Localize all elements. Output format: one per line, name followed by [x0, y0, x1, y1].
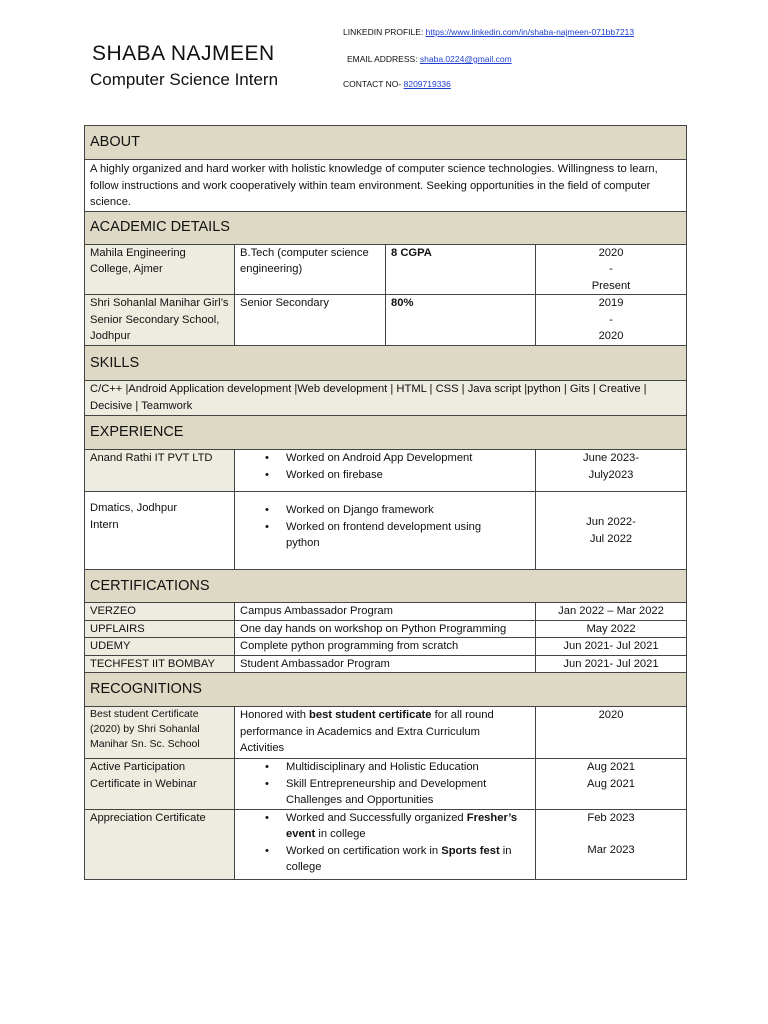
list-item — [240, 810, 530, 843]
experience-dates — [536, 450, 687, 492]
skills-text: C/C++ |Android Application development |Web development | HTML | CSS | Java script |python | Gits | Creative | Decisive | Teamwork — [85, 381, 687, 416]
date-end: Mar 2023 — [587, 844, 635, 856]
table-row — [85, 450, 687, 492]
academic-dates — [536, 295, 687, 346]
cert-date: Jun 2021- Jul 2021 — [536, 638, 687, 656]
recognition-dates — [536, 759, 687, 810]
table-row — [85, 707, 687, 759]
academic-score: 80% — [386, 295, 536, 346]
cert-name: Campus Ambassador Program — [235, 603, 536, 621]
item-text: in college — [315, 828, 366, 840]
academic-start: 2020 — [598, 246, 624, 259]
date-start: Feb 2023 — [587, 811, 635, 824]
company-role: Intern — [90, 518, 119, 531]
date-start: June 2023- — [583, 452, 639, 464]
table-row — [85, 638, 687, 656]
item-text: in college — [286, 844, 512, 873]
cert-date: Jan 2022 – Mar 2022 — [536, 603, 687, 621]
list-item: • Worked on firebase — [240, 467, 530, 484]
list-item: • Multidisciplinary and Holistic Education — [240, 759, 530, 776]
desc-text: for all round performance in Academics and Extra Curriculum Activities — [240, 709, 494, 754]
recognition-date: 2020 — [536, 707, 687, 759]
academic-school: Shri Sohanlal Manihar Girl’s Senior Secondary School, Jodhpur — [85, 295, 235, 346]
recognition-dates — [536, 809, 687, 879]
experience-dates — [536, 492, 687, 570]
academic-dates — [536, 244, 687, 295]
cert-org: TECHFEST IIT BOMBAY — [85, 655, 235, 673]
academic-degree: B.Tech (computer science engineering) — [235, 244, 386, 295]
experience-company — [85, 450, 235, 492]
item-text: Worked on certification work in — [286, 844, 442, 857]
list-item: • Worked on frontend development using python — [240, 519, 530, 552]
table-row — [85, 603, 687, 621]
date-end: Jul 2022 — [589, 532, 633, 545]
academic-dash: - — [609, 313, 613, 326]
company-name: Dmatics, Jodhpur — [90, 502, 178, 514]
skills-heading: SKILLS — [85, 346, 687, 381]
table-row — [85, 244, 687, 295]
about-text: A highly organized and hard worker with holistic knowledge of computer science technologies. Willingness to learn, follow instructions and work cooperatively within team environment. Seeking opportunities in the field of computer science. — [85, 160, 687, 212]
email-label: EMAIL ADDRESS: — [347, 54, 420, 64]
company-name: Anand Rathi IT PVT LTD — [90, 452, 213, 464]
cert-name: One day hands on workshop on Python Programming — [235, 620, 536, 638]
cert-date: May 2022 — [536, 620, 687, 638]
desc-text: Honored with — [240, 709, 310, 721]
list-item: • Worked on Android App Development — [240, 450, 530, 467]
date-start: Aug 2021 — [587, 761, 635, 773]
recognition-items — [235, 809, 536, 879]
experience-heading: EXPERIENCE — [85, 416, 687, 450]
desc-bold: best student certificate — [309, 709, 432, 721]
table-row — [85, 295, 687, 346]
item-bold: Sports fest — [441, 844, 500, 857]
item-text: Worked and Successfully organized — [286, 811, 467, 824]
experience-items — [235, 492, 536, 570]
linkedin-line — [343, 27, 634, 37]
academic-end: 2020 — [598, 330, 624, 342]
recognition-title: Appreciation Certificate — [85, 809, 235, 879]
about-heading: ABOUT — [85, 126, 687, 160]
list-item — [240, 843, 530, 876]
cert-org: VERZEO — [85, 603, 235, 621]
cert-name: Student Ambassador Program — [235, 655, 536, 673]
date-end: July2023 — [588, 468, 634, 481]
contact-link[interactable]: 8209719336 — [403, 79, 451, 89]
recognition-items — [235, 759, 536, 810]
table-row — [85, 620, 687, 638]
linkedin-label: LINKEDIN PROFILE: — [343, 27, 426, 37]
list-item: • Worked on Django framework — [240, 502, 530, 519]
certifications-heading: CERTIFICATIONS — [85, 570, 687, 603]
table-row — [85, 759, 687, 810]
experience-items — [235, 450, 536, 492]
academic-school: Mahila Engineering College, Ajmer — [85, 244, 235, 295]
experience-company — [85, 492, 235, 570]
academic-degree: Senior Secondary — [235, 295, 386, 346]
table-row — [85, 492, 687, 570]
linkedin-link[interactable]: https://www.linkedin.com/in/shaba-najmeen-071bb7213 — [425, 27, 635, 37]
academic-dash: - — [609, 263, 613, 275]
recognition-title: Best student Certificate (2020) by Shri Sohanlal Manihar Sn. Sc. School — [85, 707, 235, 759]
table-row — [85, 809, 687, 879]
candidate-name: SHABA NAJMEEN — [92, 42, 275, 65]
resume-table — [84, 125, 687, 880]
academic-start: 2019 — [598, 297, 624, 309]
date-start: Jun 2022- — [586, 516, 636, 528]
recognition-desc — [235, 707, 536, 759]
cert-date: Jun 2021- Jul 2021 — [536, 655, 687, 673]
cert-name: Complete python programming from scratch — [235, 638, 536, 656]
contact-label: CONTACT NO- — [343, 79, 404, 89]
item-bold: Fresher’s event — [286, 811, 518, 840]
date-end: Aug 2021 — [587, 777, 635, 790]
academic-score: 8 CGPA — [386, 244, 536, 295]
list-item: • Skill Entrepreneurship and Development Challenges and Opportunities — [240, 776, 530, 809]
table-row — [85, 655, 687, 673]
email-link[interactable]: shaba.0224@gmail.com — [419, 54, 512, 64]
academic-end: Present — [591, 279, 631, 292]
cert-org: UPFLAIRS — [85, 620, 235, 638]
candidate-title: Computer Science Intern — [90, 70, 279, 89]
recognitions-heading: RECOGNITIONS — [85, 673, 687, 707]
email-line — [347, 54, 512, 64]
recognition-title: Active Participation Certificate in Webinar — [85, 759, 235, 810]
cert-org: UDEMY — [85, 638, 235, 656]
academic-heading: ACADEMIC DETAILS — [85, 211, 687, 244]
contact-line — [343, 79, 451, 89]
